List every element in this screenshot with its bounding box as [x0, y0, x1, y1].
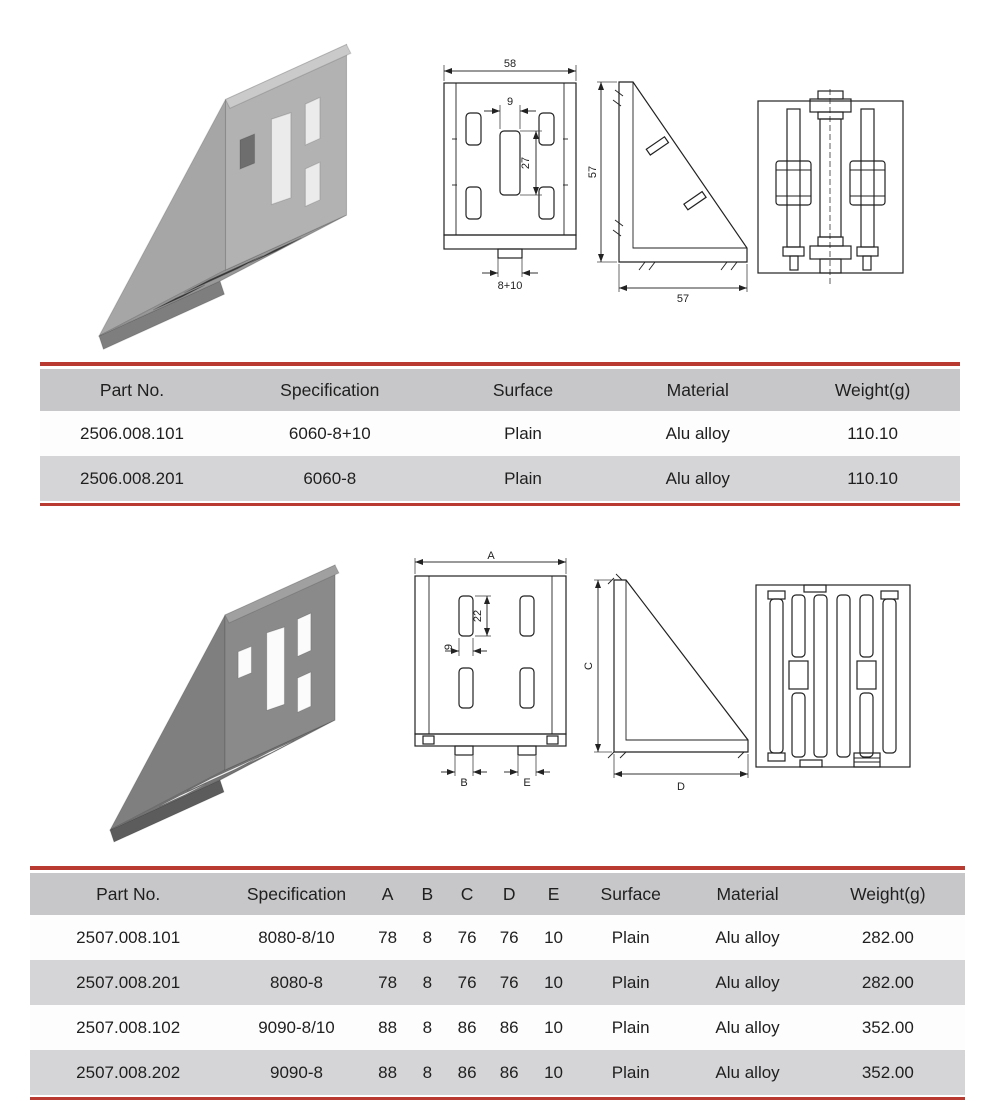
table-cell: 88 — [367, 1005, 409, 1050]
column-header: Specification — [224, 369, 436, 411]
spec-table-2 — [30, 873, 965, 1095]
table-cell: 2506.008.201 — [40, 456, 224, 501]
dim-label: B — [460, 777, 468, 789]
column-header: C — [446, 873, 488, 915]
dim-label: 9 — [506, 96, 514, 108]
spec-table-1 — [40, 369, 960, 501]
column-header: Surface — [577, 873, 685, 915]
dim-label: 58 — [503, 58, 517, 70]
front-view-drawing-1 — [430, 55, 595, 295]
table-cell: 110.10 — [785, 411, 960, 456]
table-cell: 8080-8/10 — [226, 915, 366, 960]
product-photo-1 — [60, 28, 380, 358]
table-row — [30, 960, 965, 1005]
table-cell: Alu alloy — [684, 915, 810, 960]
table-cell: 2506.008.101 — [40, 411, 224, 456]
table-cell: Plain — [577, 1005, 685, 1050]
table-cell: Plain — [577, 1050, 685, 1095]
table-cell: 88 — [367, 1050, 409, 1095]
table-cell: 352.00 — [811, 1050, 965, 1095]
column-header: Part No. — [40, 369, 224, 411]
side-view-drawing-2 — [582, 562, 762, 802]
table-cell: 8 — [409, 1050, 446, 1095]
table-cell: 9090-8 — [226, 1050, 366, 1095]
table-row — [40, 456, 960, 501]
spec-table-section-1 — [40, 362, 960, 506]
table-cell: 78 — [367, 960, 409, 1005]
dim-label: 57 — [676, 293, 690, 305]
table-cell: Plain — [436, 411, 611, 456]
product-photo-2 — [65, 550, 375, 850]
table-cell: 2507.008.202 — [30, 1050, 226, 1095]
column-header: Weight(g) — [811, 873, 965, 915]
table-cell: 2507.008.102 — [30, 1005, 226, 1050]
column-header: Part No. — [30, 873, 226, 915]
table-row — [30, 1005, 965, 1050]
column-header: Specification — [226, 873, 366, 915]
table-cell: Alu alloy — [610, 456, 785, 501]
spec-table-section-2 — [30, 866, 965, 1100]
back-view-drawing-1 — [748, 85, 913, 290]
table-cell: 10 — [530, 960, 577, 1005]
table-cell: 8 — [409, 960, 446, 1005]
table-cell: 86 — [488, 1005, 530, 1050]
column-header: B — [409, 873, 446, 915]
column-header: E — [530, 873, 577, 915]
table-row — [30, 915, 965, 960]
table-cell: 78 — [367, 915, 409, 960]
table-cell: 282.00 — [811, 960, 965, 1005]
dim-label: 22 — [472, 609, 484, 623]
table-cell: 2507.008.201 — [30, 960, 226, 1005]
table-row — [30, 1050, 965, 1095]
table-cell: 110.10 — [785, 456, 960, 501]
table-cell: Alu alloy — [610, 411, 785, 456]
dim-label: 27 — [520, 156, 532, 170]
table-cell: 86 — [446, 1005, 488, 1050]
table-row — [40, 411, 960, 456]
table-cell: 10 — [530, 1050, 577, 1095]
column-header: A — [367, 873, 409, 915]
table-cell: 6060-8 — [224, 456, 436, 501]
dim-label: 8+10 — [497, 280, 523, 292]
side-view-drawing-1 — [585, 60, 760, 305]
table-cell: 86 — [488, 1050, 530, 1095]
dim-label: E — [523, 777, 531, 789]
table-cell: 10 — [530, 1005, 577, 1050]
table-cell: 8080-8 — [226, 960, 366, 1005]
table-header-row — [30, 873, 965, 915]
table-cell: 6060-8+10 — [224, 411, 436, 456]
column-header: Material — [610, 369, 785, 411]
table-cell: 76 — [446, 915, 488, 960]
table-cell: 8 — [409, 1005, 446, 1050]
dim-label: 57 — [587, 165, 599, 179]
table-cell: 76 — [488, 915, 530, 960]
dim-label: D — [677, 781, 685, 793]
table-cell: Plain — [577, 915, 685, 960]
column-header: Surface — [436, 369, 611, 411]
table-cell: 9090-8/10 — [226, 1005, 366, 1050]
table-cell: 76 — [488, 960, 530, 1005]
dim-label: C — [583, 662, 595, 670]
front-view-drawing-2 — [403, 550, 578, 790]
dim-label: 9 — [443, 643, 455, 651]
table-cell: Alu alloy — [684, 960, 810, 1005]
table-cell: Alu alloy — [684, 1005, 810, 1050]
table-cell: 352.00 — [811, 1005, 965, 1050]
back-view-drawing-2 — [748, 575, 918, 775]
table-cell: Plain — [577, 960, 685, 1005]
table-cell: 2507.008.101 — [30, 915, 226, 960]
table-cell: 86 — [446, 1050, 488, 1095]
column-header: Material — [684, 873, 810, 915]
column-header: Weight(g) — [785, 369, 960, 411]
table-cell: 8 — [409, 915, 446, 960]
table-cell: 76 — [446, 960, 488, 1005]
dim-label: A — [487, 550, 495, 562]
table-cell: Alu alloy — [684, 1050, 810, 1095]
corner-bracket-photo-light — [60, 28, 380, 358]
table-cell: 282.00 — [811, 915, 965, 960]
table-header-row — [40, 369, 960, 411]
corner-bracket-photo-dark — [65, 550, 375, 850]
column-header: D — [488, 873, 530, 915]
table-cell: Plain — [436, 456, 611, 501]
table-cell: 10 — [530, 915, 577, 960]
